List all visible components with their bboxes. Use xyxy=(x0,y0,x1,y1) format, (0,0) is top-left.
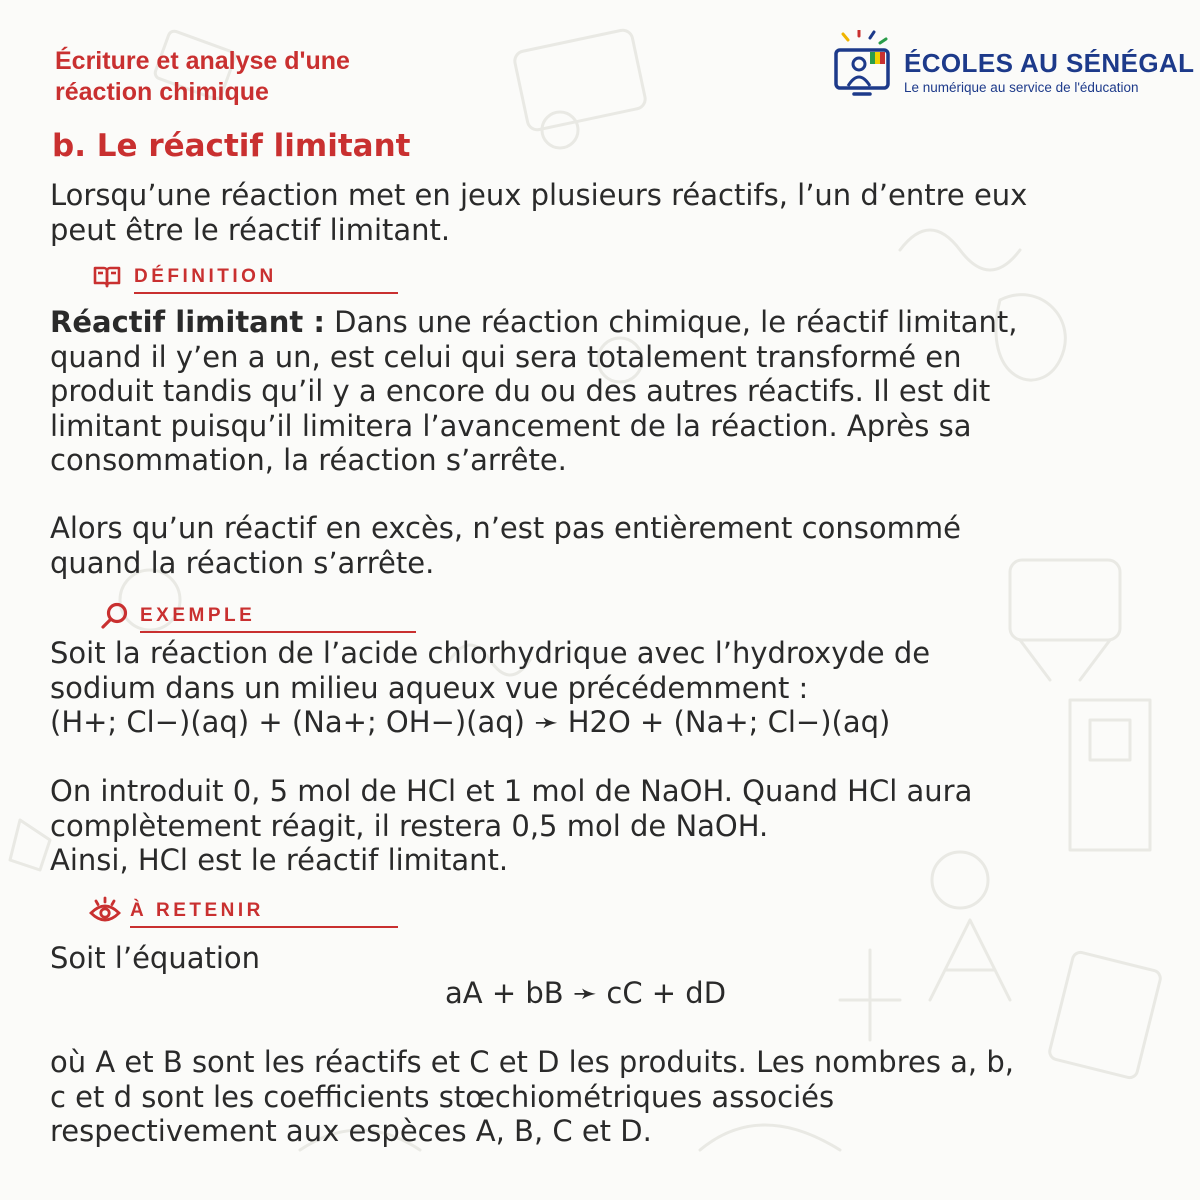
text-line: On introduit 0, 5 mol de HCl et 1 mol de NaOH. Quand HCl aura xyxy=(50,774,973,808)
open-book-icon xyxy=(92,262,122,290)
remember-heading xyxy=(88,896,408,930)
text-line xyxy=(50,305,1018,340)
text-line: respectivement aux espèces A, B, C et D. xyxy=(50,1114,652,1148)
text-line: où A et B sont les réactifs et C et D les produits. Les nombres a, b, xyxy=(50,1045,1014,1079)
remember-intro xyxy=(50,941,260,976)
text-line: Soit la réaction de l’acide chlorhydrique avec l’hydroxyde de xyxy=(50,636,931,670)
remember-label: À RETENIR xyxy=(130,900,264,921)
excess-paragraph xyxy=(50,511,961,580)
text-line: Ainsi, HCl est le réactif limitant. xyxy=(50,843,509,877)
text-line: Alors qu’un réactif en excès, n’est pas entièrement consommé xyxy=(50,511,961,545)
document-title xyxy=(55,46,485,108)
document-title-line: réaction chimique xyxy=(55,78,269,106)
definition-heading xyxy=(90,262,410,296)
section-title: b. Le réactif limitant xyxy=(52,128,411,164)
text-line: complètement réagit, il restera 0,5 mol de NaOH. xyxy=(50,808,769,843)
text-line: Lorsqu’une réaction met en jeux plusieurs réactifs, l’un d’entre eux xyxy=(50,178,1028,212)
brand-name: ÉCOLES AU SÉNÉGAL xyxy=(904,48,1195,78)
example-heading xyxy=(100,601,420,635)
general-equation: aA + bB ➛ cC + dD xyxy=(445,976,727,1010)
text-line: sodium dans un milieu aqueux vue précédemment : xyxy=(50,670,809,705)
text-line: produit tandis qu’il y a encore du ou des autres réactifs. Il est dit xyxy=(50,374,991,408)
example-label: EXEMPLE xyxy=(140,605,256,626)
remember-underline xyxy=(130,926,398,928)
text-line: quand il y’en a un, est celui qui sera totalement transformé en xyxy=(50,339,962,374)
text-line: c et d sont les coefficients stœchiométriques associés xyxy=(50,1079,835,1114)
text-line: peut être le réactif limitant. xyxy=(50,212,451,247)
text-line: limitant puisqu’il limitera l’avancement de la réaction. Après sa xyxy=(50,408,972,443)
brand-tagline: Le numérique au service de l'éducation xyxy=(904,80,1139,95)
definition-label: DÉFINITION xyxy=(134,266,277,287)
brand-logo xyxy=(832,30,1195,102)
student-at-computer-icon xyxy=(832,30,898,102)
definition-text: Dans une réaction chimique, le réactif limitant, xyxy=(324,305,1018,339)
example-underline xyxy=(140,631,416,633)
example-conclusion xyxy=(50,774,972,878)
document-title-line: Écriture et analyse d'une xyxy=(55,47,350,75)
definition-paragraph xyxy=(50,305,1018,478)
magnifier-icon xyxy=(100,601,130,631)
example-equation: (H+; Cl−)(aq) + (Na+; OH−)(aq) ➛ H2O + (Na+; Cl−)(aq) xyxy=(50,705,891,739)
text-line: Soit l’équation xyxy=(50,941,261,975)
remember-paragraph xyxy=(50,1045,1014,1149)
text-line: consommation, la réaction s’arrête. xyxy=(50,443,567,477)
intro-paragraph xyxy=(50,178,1027,247)
example-paragraph xyxy=(50,636,930,740)
eye-icon xyxy=(88,896,122,926)
text-line: quand la réaction s’arrête. xyxy=(50,545,435,580)
definition-underline xyxy=(134,292,398,294)
definition-term: Réactif limitant : xyxy=(50,305,325,339)
